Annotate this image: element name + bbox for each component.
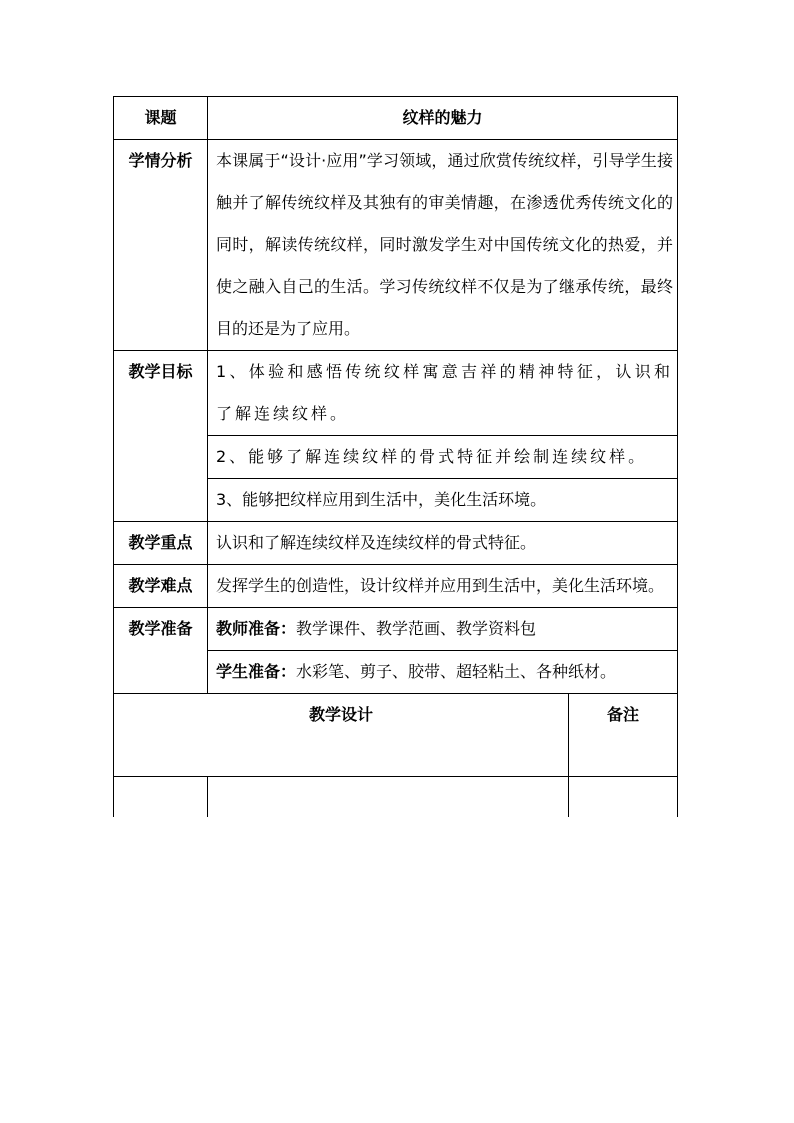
design-step-cell xyxy=(114,777,208,818)
analysis-label: 学情分析 xyxy=(114,140,208,351)
row-title xyxy=(114,97,678,140)
analysis-text: 本课属于“设计·应用”学习领域，通过欣赏传统纹样，引导学生接触并了解传统纹样及其独有的审美情趣，在渗透优秀传统文化的同时，解读传统纹样，同时激发学生对中国传统文化的热爱，并使之融入自己的生活。学习传统纹样不仅是为了继承传统，最终目的还是为了应用。 xyxy=(208,140,678,351)
row-key-point xyxy=(114,522,678,565)
objective-item-3: 3、能够把纹样应用到生活中，美化生活环境。 xyxy=(208,479,678,522)
lesson-title: 纹样的魅力 xyxy=(208,97,678,140)
objectives-label: 教学目标 xyxy=(114,351,208,522)
row-analysis xyxy=(114,140,678,351)
row-design-header xyxy=(114,694,678,777)
title-label: 课题 xyxy=(114,97,208,140)
teacher-preparation-text: 教学课件、教学范画、教学资料包 xyxy=(296,619,537,638)
key-point-label: 教学重点 xyxy=(114,522,208,565)
row-difficulty xyxy=(114,565,678,608)
design-content-cell xyxy=(208,777,569,818)
teacher-preparation xyxy=(208,608,678,651)
row-objective-1 xyxy=(114,351,678,436)
row-design-body xyxy=(114,777,678,818)
difficulty-label: 教学难点 xyxy=(114,565,208,608)
preparation-label: 教学准备 xyxy=(114,608,208,694)
lesson-plan-sheet xyxy=(113,96,677,817)
difficulty-text: 发挥学生的创造性，设计纹样并应用到生活中，美化生活环境。 xyxy=(208,565,678,608)
student-preparation-prefix: 学生准备： xyxy=(216,662,297,681)
teacher-preparation-prefix: 教师准备： xyxy=(216,619,297,638)
key-point-text: 认识和了解连续纹样及连续纹样的骨式特征。 xyxy=(208,522,678,565)
design-header: 教学设计 xyxy=(114,694,569,777)
design-notes-cell xyxy=(569,777,678,818)
objective-item-2: 2、能够了解连续纹样的骨式特征并绘制连续纹样。 xyxy=(208,436,678,479)
row-preparation-teacher xyxy=(114,608,678,651)
student-preparation-text: 水彩笔、剪子、胶带、超轻粘土、各种纸材。 xyxy=(296,662,617,681)
lesson-plan-table xyxy=(113,96,678,817)
objective-item-1: 1、体验和感悟传统纹样寓意吉祥的精神特征，认识和了解连续纹样。 xyxy=(208,351,678,436)
student-preparation xyxy=(208,651,678,694)
notes-header: 备注 xyxy=(569,694,678,777)
